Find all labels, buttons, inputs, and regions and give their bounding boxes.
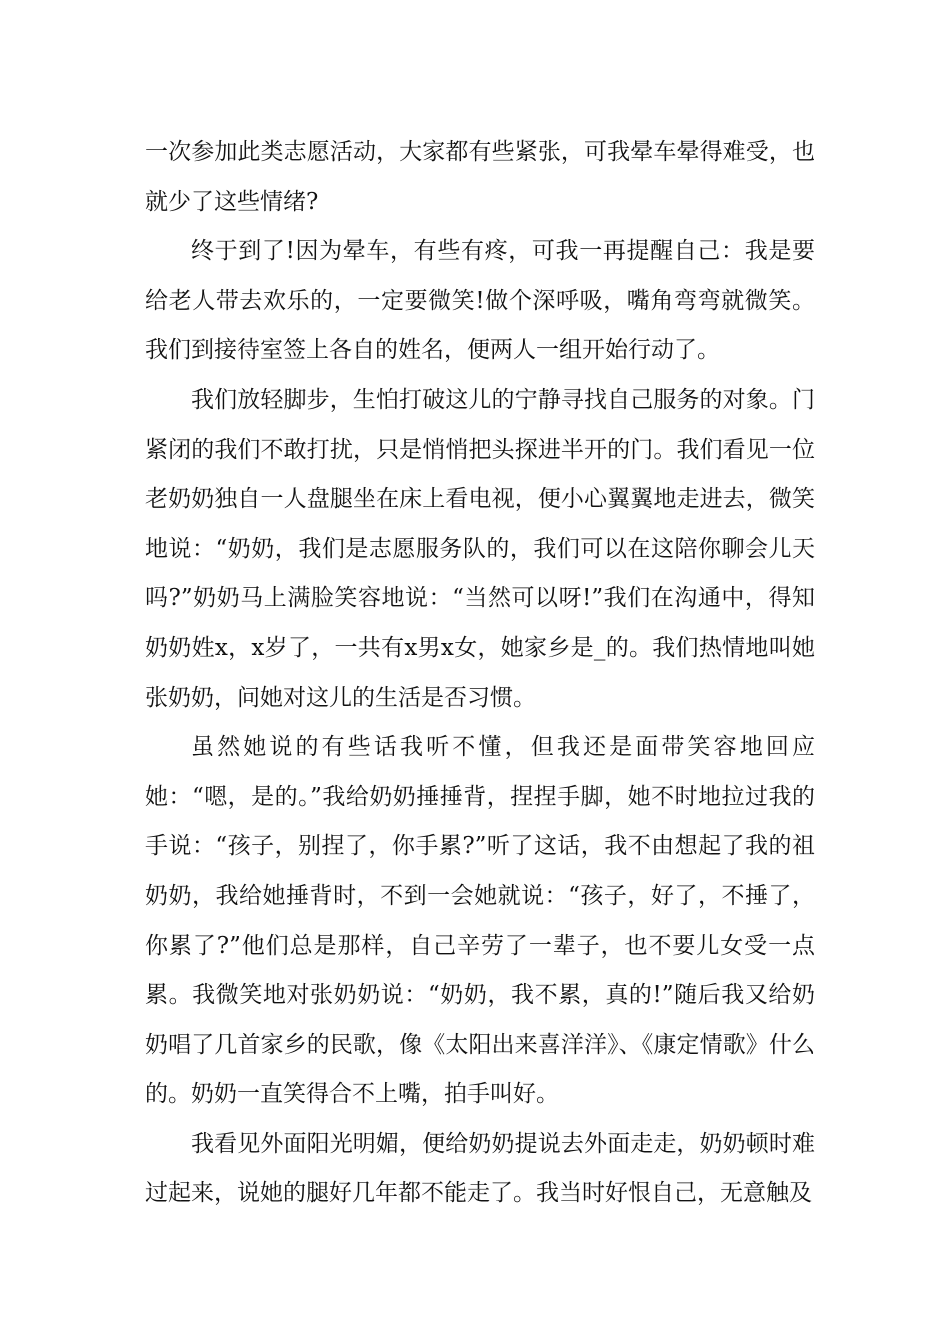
article-body (145, 128, 815, 1219)
paragraph-3: 我们放轻脚步，生怕打破这儿的宁静寻找自己服务的对象。门紧闭的我们不敢打扰，只是悄悄把头探进半开的门。我们看见一位老奶奶独自一人盘腿坐在床上看电视，便小心翼翼地走进去，微笑地说：“奶奶，我们是志愿服务队的，我们可以在这陪你聊会儿天吗?”奶奶马上满脸笑容地说：“当然可以呀!”我们在沟通中，得知奶奶姓x，x岁了，一共有x男x女，她家乡是_的。我们热情地叫她张奶奶，问她对这儿的生活是否习惯。 (145, 386, 815, 711)
paragraph-5: 我看见外面阳光明媚，便给奶奶提说去外面走走，奶奶顿时难过起来，说她的腿好几年都不能走了。我当时好恨自己，无意触及 (145, 1130, 815, 1207)
paragraph-1: 一次参加此类志愿活动，大家都有些紧张，可我晕车晕得难受，也就少了这些情绪? (145, 139, 815, 215)
paragraph-4: 虽然她说的有些话我听不懂，但我还是面带笑容地回应她：“嗯，是的。”我给奶奶捶捶背，捏捏手脚，她不时地拉过我的手说：“孩子，别捏了，你手累?”听了这话，我不由想起了我的祖奶奶，我给她捶背时，不到一会她就说：“孩子，好了，不捶了，你累了?”他们总是那样，自己辛劳了一辈子，也不要儿女受一点累。我微笑地对张奶奶说：“奶奶，我不累，真的!”随后我又给奶奶唱了几首家乡的民歌，像《太阳出来喜洋洋》、《康定情歌》什么的。奶奶一直笑得合不上嘴，拍手叫好。 (145, 734, 815, 1108)
paragraph-2: 终于到了!因为晕车，有些有疼，可我一再提醒自己：我是要给老人带去欢乐的，一定要微笑!做个深呼吸，嘴角弯弯就微笑。我们到接待室签上各自的姓名，便两人一组开始行动了。 (145, 238, 815, 364)
